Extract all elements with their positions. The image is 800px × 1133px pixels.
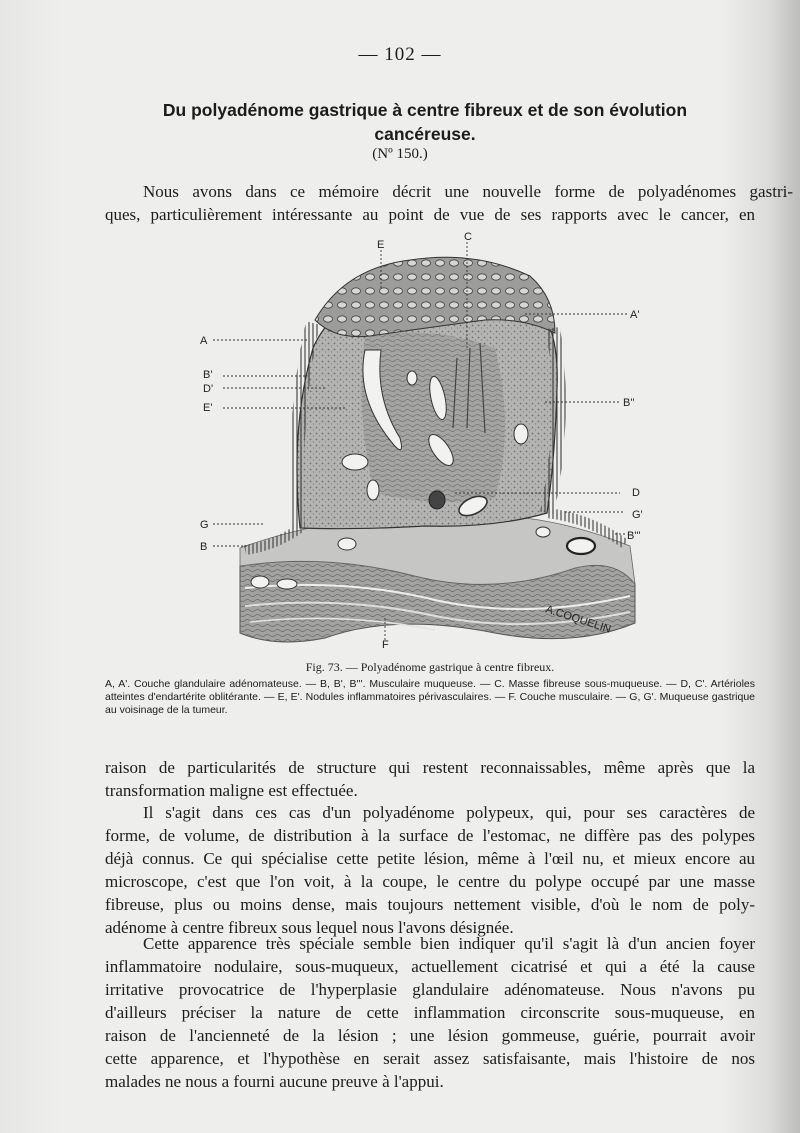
fig-label-f: F — [382, 639, 389, 648]
fig-label-e: E — [377, 239, 385, 251]
intro-paragraph — [105, 180, 793, 203]
fig-label-b-double: B'' — [623, 397, 635, 409]
reference-number: (Nº 150.) — [372, 146, 428, 162]
text-line: cette apparence, et l'hypothèse en serait assez satisfaisante, mais l'histoire de nos — [105, 1049, 755, 1068]
text-line: fibreuse, plus ou moins dense, mais toujours nettement visible, d'où le nom de poly- — [105, 895, 755, 914]
text-line: raison de particularités de structure qui restent reconnaissables, même après que la — [105, 758, 755, 777]
text-line: forme, de volume, de distribution à la surface de l'estomac, ne diffère pas des polypes — [105, 826, 755, 845]
fig-label-a: A — [200, 335, 208, 347]
intro-paragraph-cont — [105, 203, 755, 226]
text-line: transformation maligne est effectuée. — [105, 781, 358, 800]
text-line: Cette apparence très spéciale semble bien indiquer qu'il s'agit là d'un ancien foyer — [143, 934, 755, 953]
fig-label-b-triple: B''' — [627, 530, 641, 542]
fig-label-g-prime: G' — [632, 509, 643, 521]
paragraph-3 — [105, 801, 755, 939]
fig-label-d-prime: D' — [203, 383, 214, 395]
fig-label-c: C — [464, 231, 472, 243]
text-line: raison de l'ancienneté de la lésion ; une lésion gommeuse, guérie, pourrait avoir — [105, 1026, 755, 1045]
paragraph-2 — [105, 756, 755, 802]
text-line: malades ne nous a fourni aucune preuve à l'appui. — [105, 1072, 444, 1091]
figure-caption — [105, 661, 755, 717]
fig-label-b-prime: B' — [203, 369, 213, 381]
text-line: Nous avons dans ce mémoire décrit une nouvelle forme de polyadénomes gastri- — [143, 182, 793, 201]
text-line: inflammatoire nodulaire, sous-muqueux, actuellement cicatrisé et qui a été la cause — [105, 957, 755, 976]
artist-signature: A.COQUELIN — [544, 603, 613, 636]
caption-title: Fig. 73. — Polyadénome gastrique à centre fibreux. — [305, 660, 555, 674]
caption-legend: A, A'. Couche glandulaire adénomateuse. — B, B', B'''. Musculaire muqueuse. — C. Masse fibreuse sous-muqueuse. — D, C'. Artérioles atteintes d'endartérite oblitérante. — E, E'. Nodules inflammatoires périvasculaires. — F. Couche musculaire. — G, G'. Muqueuse gastrique au voisinage de la tumeur. — [105, 678, 755, 716]
text-line: adénome à centre fibreux sous lequel nous l'avons désignée. — [105, 918, 514, 937]
title-line-2: cancéreuse. — [374, 124, 476, 144]
page-number: — 102 — — [358, 44, 442, 65]
fig-label-a-prime: A' — [630, 309, 640, 321]
fig-label-d: D — [632, 487, 640, 499]
histology-figure — [195, 228, 665, 648]
text-line: d'ailleurs préciser la nature de cette inflammation circonscrite sous-muqueuse, en — [105, 1003, 755, 1022]
text-line: déjà connus. Ce qui spécialise cette petite lésion, même à l'œil nu, et mieux encore au — [105, 849, 755, 868]
title-line-1: Du polyadénome gastrique à centre fibreux et de son évolution — [162, 100, 688, 120]
text-line: ques, particulièrement intéressante au point de vue de ses rapports avec le cancer, en — [105, 205, 755, 224]
paragraph-4 — [105, 932, 755, 1093]
fig-label-g: G — [200, 519, 209, 531]
article-title — [110, 98, 740, 146]
text-line: Il s'agit dans ces cas d'un polyadénome polypeux, qui, pour ses caractères de — [143, 803, 755, 822]
fig-label-e-prime: E' — [203, 402, 213, 414]
text-line: microscope, c'est que l'on voit, à la coupe, le centre du polype occupé par une masse — [105, 872, 755, 891]
fig-label-b: B — [200, 541, 208, 553]
text-line: irritative provocatrice de l'hyperplasie glandulaire adénomateuse. Nous n'avons pu — [105, 980, 755, 999]
